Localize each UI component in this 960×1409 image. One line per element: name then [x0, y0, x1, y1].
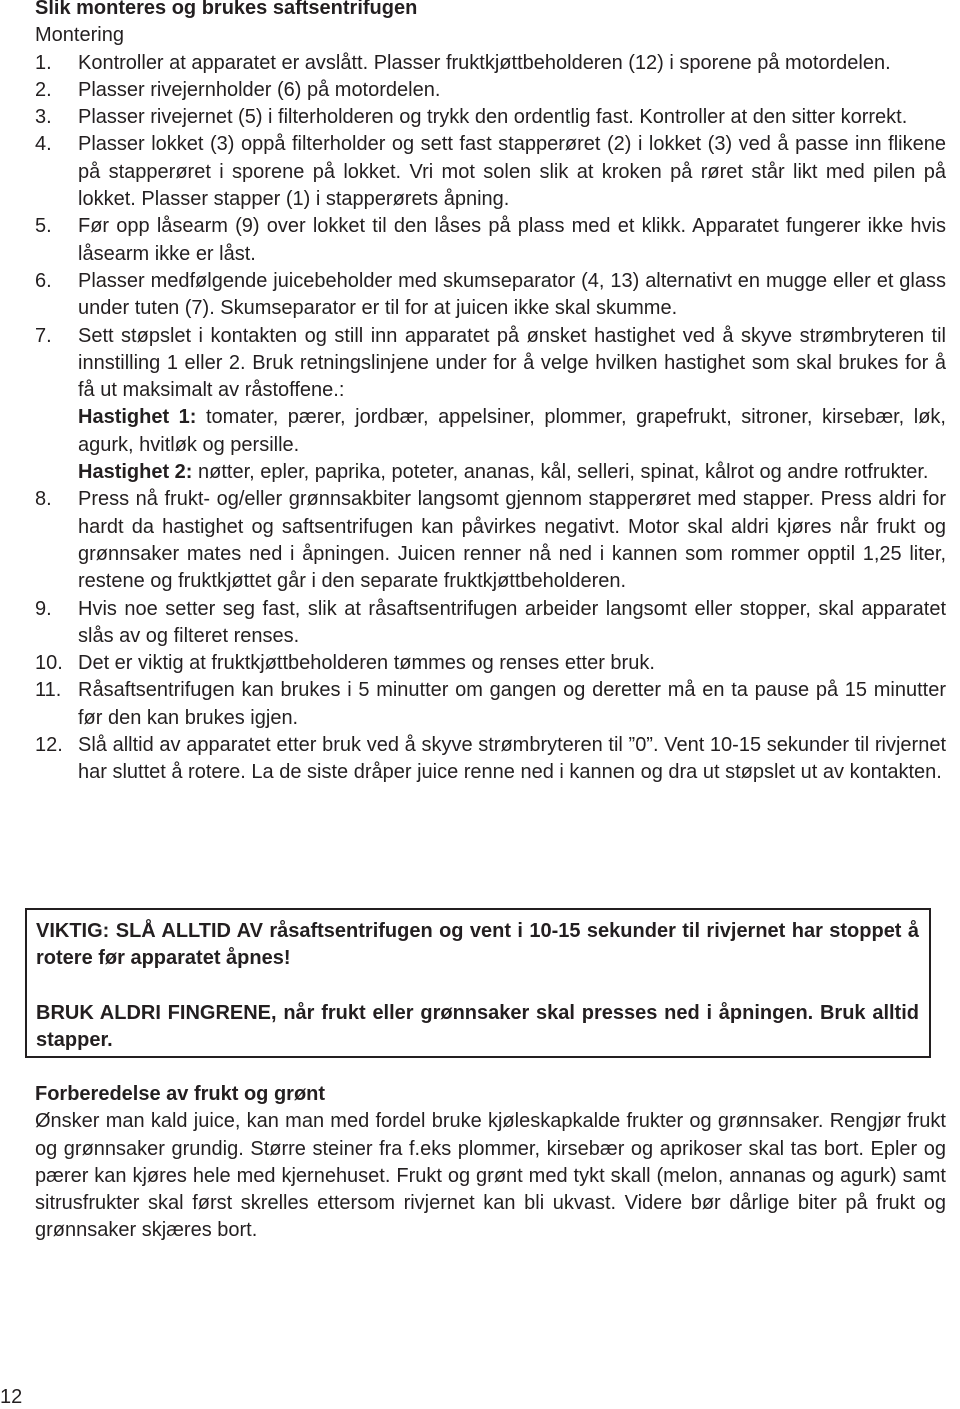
- step-text: Hvis noe setter seg fast, slik at råsaftsentrifugen arbeider langsomt eller stopper, skal apparatet slås av og filteret renses.: [78, 597, 946, 647]
- list-item: [35, 650, 946, 677]
- step-number: 8.: [35, 488, 52, 511]
- list-item: [35, 77, 946, 104]
- step-text: Råsaftsentrifugen kan brukes i 5 minutter om gangen og deretter må en ta pause på 15 minutter før den kan brukes igjen.: [78, 679, 946, 729]
- step-text: Press nå frukt- og/eller grønnsakbiter langsomt gjennom stapperøret med stapper. Press aldri for hardt da hastighet og saftsentrifugen kan påvirkes negativt. Motor skal aldri kjøres når frukt og grønnsaker mates ned i åpningen. Juicen renner nå ned i kannen som rommer opptil 1,25 liter, restene og fruktkjøttet går i den separate fruktkjøttbeholderen.: [78, 488, 946, 593]
- step-text: Sett støpslet i kontakten og still inn apparatet på ønsket hastighet ved å skyve strømbryteren til innstilling 1 eller 2. Bruk retningslinjene under for å velge hvilken hastighet som skal brukes for å få ut maksimalt av råstoffene.:: [78, 324, 946, 402]
- list-item: [35, 268, 946, 323]
- list-item: [35, 104, 946, 131]
- step-number: 12.: [35, 734, 63, 757]
- step-number: 11.: [35, 679, 62, 702]
- speed-2-text: nøtter, epler, paprika, poteter, ananas, kål, selleri, spinat, kålrot og andre rotfrukter.: [192, 461, 929, 484]
- step-text: Plasser rivejernet (5) i filterholderen og trykk den ordentlig fast. Kontroller at den sitter korrekt.: [78, 106, 908, 129]
- preparation-heading: Forberedelse av frukt og grønt: [35, 1083, 326, 1105]
- list-item: [35, 486, 946, 595]
- warning-text-1: VIKTIG: SLÅ ALLTID AV råsaftsentrifugen og vent i 10-15 sekunder til rivjernet har stoppet å rotere før apparatet åpnes!: [36, 920, 919, 970]
- speed-2-label: Hastighet 2:: [78, 461, 193, 484]
- speed-1-text: tomater, pærer, jordbær, appelsiner, plommer, grapefrukt, sitroner, kirsebær, løk, agurk, hvitløk og persille.: [78, 406, 946, 456]
- step-number: 6.: [35, 269, 52, 292]
- step-text: Plasser lokket (3) oppå filterholder og sett fast stapperøret (2) i lokket (3) ved å passe inn flikene på stapperøret i sporene på lokket. Vri mot solen slik at kroken på røret står likt med pilen på lokket. Plasser stapper (1) i stapperørets åpning.: [78, 133, 946, 211]
- speed-1-entry: [78, 404, 946, 459]
- step-number: 5.: [35, 215, 52, 238]
- preparation-section: [35, 1081, 946, 1245]
- warning-text-2: BRUK ALDRI FINGRENE, når frukt eller grønnsaker skal presses ned i åpningen. Bruk alltid stapper.: [36, 1001, 919, 1051]
- list-item: [35, 323, 946, 487]
- page-title: Slik monteres og brukes saftsentrifugen: [35, 0, 418, 19]
- warning-box: [25, 908, 931, 1058]
- list-item: [35, 677, 946, 732]
- list-item: [35, 596, 946, 651]
- step-text: Før opp låsearm (9) over lokket til den låses på plass med et klikk. Apparatet fungerer ikke hvis låsearm ikke er låst.: [78, 215, 946, 265]
- step-number: 2.: [35, 78, 52, 101]
- speed-2-entry: [78, 459, 946, 486]
- preparation-text: Ønsker man kald juice, kan man med fordel bruke kjøleskapkalde frukter og grønnsaker. Rengjør frukt og grønnsaker grundig. Større steiner fra f.eks plommer, kirsebær og aprikoser skal tas bort. Epler og pærer kan kjøres hele med kjernehuset. Frukt og grønt med tykt skall (melon, annanas og agurk) samt sitrusfrukter skal først skrelles ettersom rivjernet kan bli ukvast. Videre bør dårlige biter på frukt og grønnsaker skjæres bort.: [35, 1110, 946, 1242]
- steps-list: [35, 50, 946, 787]
- step-text: Plasser medfølgende juicebeholder med skumseparator (4, 13) alternativt en mugge eller et glass under tuten (7). Skumseparator er til for at juicen ikke skal skumme.: [78, 269, 946, 320]
- step-number: 4.: [35, 133, 52, 156]
- list-item: [35, 732, 946, 787]
- speed-1-label: Hastighet 1:: [78, 406, 197, 429]
- list-item: [35, 50, 946, 77]
- step-number: 1.: [35, 51, 52, 74]
- section-subtitle: Montering: [35, 24, 124, 47]
- page-number: 12: [0, 1386, 23, 1408]
- step-number: 3.: [35, 106, 52, 129]
- list-item: [35, 131, 946, 213]
- step-text: Det er viktig at fruktkjøttbeholderen tømmes og renses etter bruk.: [78, 652, 655, 675]
- step-number: 9.: [35, 597, 52, 620]
- list-item: [35, 213, 946, 268]
- step-text: Slå alltid av apparatet etter bruk ved å skyve strømbryteren til ”0”. Vent 10-15 sekunder til rivjernet har sluttet å rotere. La de siste dråper juice renne ned i kannen og dra ut støpslet ut av kontakten.: [78, 734, 946, 784]
- step-number: 10.: [35, 652, 63, 675]
- instructions-section: [35, 0, 946, 787]
- step-text: Plasser rivejernholder (6) på motordelen.: [78, 78, 441, 101]
- step-text: Kontroller at apparatet er avslått. Plasser fruktkjøttbeholderen (12) i sporene på motordelen.: [78, 51, 891, 74]
- step-number: 7.: [35, 324, 52, 347]
